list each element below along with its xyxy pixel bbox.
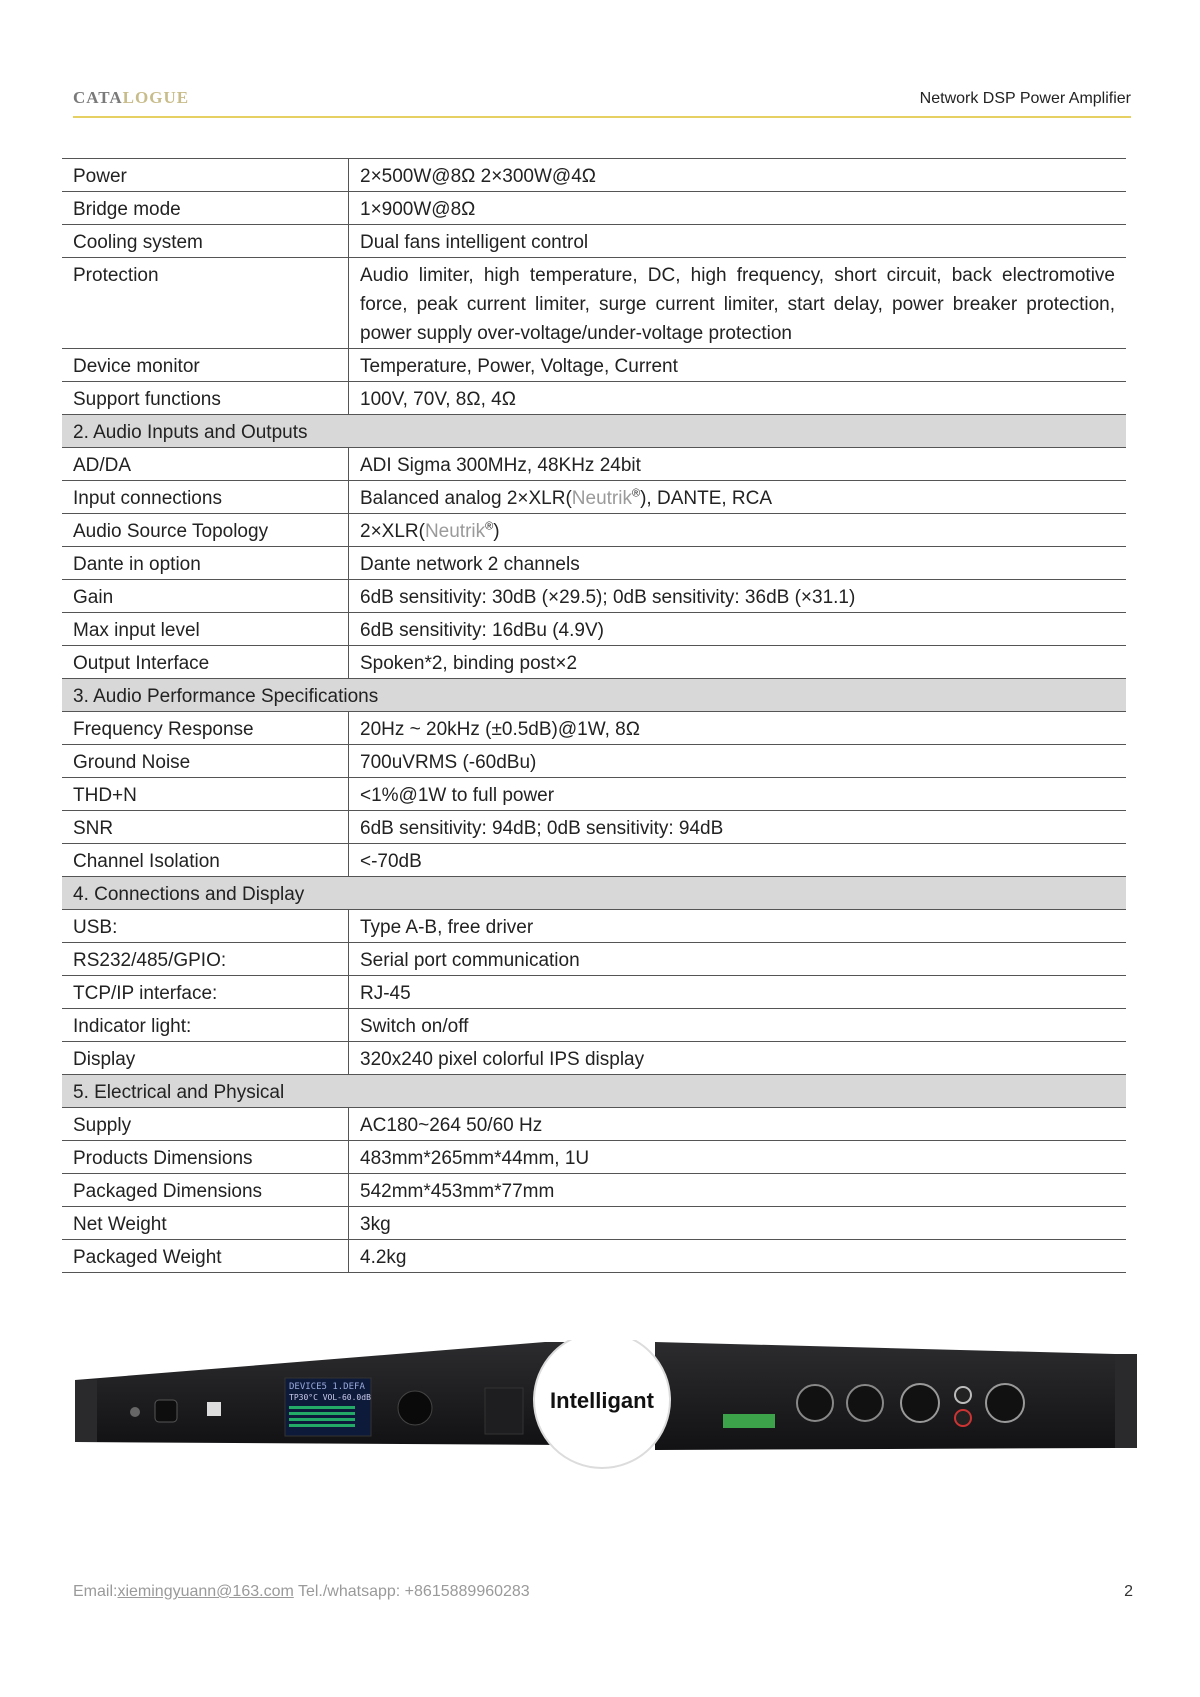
spec-value: Balanced analog 2×XLR(Neutrik®), DANTE, RCA bbox=[349, 481, 1127, 514]
spec-value: 3kg bbox=[349, 1207, 1127, 1240]
spec-value: Dual fans intelligent control bbox=[349, 225, 1127, 258]
spec-key: Support functions bbox=[62, 382, 349, 415]
badge-text: Intelligant bbox=[550, 1388, 654, 1413]
spec-row bbox=[62, 481, 1126, 514]
power-icon bbox=[130, 1407, 140, 1417]
lcd-line2: TP30°C VOL-60.0dB bbox=[289, 1393, 371, 1402]
spec-key: Protection bbox=[62, 258, 349, 349]
spec-row bbox=[62, 580, 1126, 613]
spec-row bbox=[62, 778, 1126, 811]
spec-value: 320x240 pixel colorful IPS display bbox=[349, 1042, 1127, 1075]
spec-key: Products Dimensions bbox=[62, 1141, 349, 1174]
meter-bar bbox=[289, 1424, 355, 1427]
meter-bar bbox=[289, 1406, 355, 1409]
page-header bbox=[73, 88, 1131, 118]
spec-row bbox=[62, 1141, 1126, 1174]
spec-value: 4.2kg bbox=[349, 1240, 1127, 1273]
spec-key: Output Interface bbox=[62, 646, 349, 679]
email-link[interactable]: xiemingyuann@163.com bbox=[117, 1583, 294, 1600]
section-title: 2. Audio Inputs and Outputs bbox=[62, 415, 1126, 448]
spec-row bbox=[62, 712, 1126, 745]
spec-row bbox=[62, 547, 1126, 580]
rca-red bbox=[955, 1410, 971, 1426]
spec-value: Temperature, Power, Voltage, Current bbox=[349, 349, 1127, 382]
spec-table bbox=[62, 158, 1126, 1273]
spec-row bbox=[62, 258, 1126, 349]
section-header-row bbox=[62, 679, 1126, 712]
spec-key: Frequency Response bbox=[62, 712, 349, 745]
spec-key: Ground Noise bbox=[62, 745, 349, 778]
spec-row bbox=[62, 448, 1126, 481]
rear-panel bbox=[655, 1342, 1115, 1450]
spec-value: RJ-45 bbox=[349, 976, 1127, 1009]
spec-value: 6dB sensitivity: 30dB (×29.5); 0dB sensitivity: 36dB (×31.1) bbox=[349, 580, 1127, 613]
rca-white bbox=[955, 1387, 971, 1403]
xlr-out-1 bbox=[847, 1385, 883, 1421]
spec-key: Dante in option bbox=[62, 547, 349, 580]
section-header-row bbox=[62, 1075, 1126, 1108]
section-title: 3. Audio Performance Specifications bbox=[62, 679, 1126, 712]
lcd-line1: DEVICE5 1.DEFA bbox=[289, 1382, 365, 1392]
spec-value: ADI Sigma 300MHz, 48KHz 24bit bbox=[349, 448, 1127, 481]
meter-bar bbox=[289, 1418, 355, 1421]
spec-value: 2×500W@8Ω 2×300W@4Ω bbox=[349, 159, 1127, 192]
spec-value: Dante network 2 channels bbox=[349, 547, 1127, 580]
section-header-row bbox=[62, 415, 1126, 448]
spec-row bbox=[62, 382, 1126, 415]
spec-row bbox=[62, 192, 1126, 225]
spec-key: RS232/485/GPIO: bbox=[62, 943, 349, 976]
section-title: 5. Electrical and Physical bbox=[62, 1075, 1126, 1108]
spec-value: Spoken*2, binding post×2 bbox=[349, 646, 1127, 679]
spec-row bbox=[62, 1240, 1126, 1273]
spec-key: Supply bbox=[62, 1108, 349, 1141]
spec-row bbox=[62, 811, 1126, 844]
spec-value: <1%@1W to full power bbox=[349, 778, 1127, 811]
spec-value: <-70dB bbox=[349, 844, 1127, 877]
spec-key: Device monitor bbox=[62, 349, 349, 382]
spec-row bbox=[62, 1174, 1126, 1207]
document-title: Network DSP Power Amplifier bbox=[919, 90, 1131, 107]
spec-value: 1×900W@8Ω bbox=[349, 192, 1127, 225]
page-number: 2 bbox=[1124, 1583, 1133, 1600]
rack-ear-left bbox=[75, 1380, 97, 1442]
xlr-in-1 bbox=[986, 1384, 1024, 1422]
rack-ear-right bbox=[1115, 1354, 1137, 1448]
spec-value: 2×XLR(Neutrik®) bbox=[349, 514, 1127, 547]
spec-key: Cooling system bbox=[62, 225, 349, 258]
spec-row bbox=[62, 1009, 1126, 1042]
phoenix-terminal bbox=[723, 1414, 775, 1428]
meter-bar bbox=[289, 1412, 355, 1415]
spec-key: Display bbox=[62, 1042, 349, 1075]
spec-key: Channel Isolation bbox=[62, 844, 349, 877]
spec-value: AC180~264 50/60 Hz bbox=[349, 1108, 1127, 1141]
spec-value: 700uVRMS (-60dBu) bbox=[349, 745, 1127, 778]
spec-row bbox=[62, 943, 1126, 976]
spec-value: 6dB sensitivity: 16dBu (4.9V) bbox=[349, 613, 1127, 646]
spec-key: Power bbox=[62, 159, 349, 192]
spec-value: 20Hz ~ 20kHz (±0.5dB)@1W, 8Ω bbox=[349, 712, 1127, 745]
spec-value: 542mm*453mm*77mm bbox=[349, 1174, 1127, 1207]
spec-row bbox=[62, 225, 1126, 258]
spec-row bbox=[62, 976, 1126, 1009]
spec-key: Input connections bbox=[62, 481, 349, 514]
spec-key: Indicator light: bbox=[62, 1009, 349, 1042]
xlr-out-2 bbox=[797, 1385, 833, 1421]
usb-port-icon bbox=[207, 1402, 221, 1416]
spec-value: Type A-B, free driver bbox=[349, 910, 1127, 943]
select-knob bbox=[398, 1391, 432, 1425]
spec-key: Max input level bbox=[62, 613, 349, 646]
spec-row bbox=[62, 844, 1126, 877]
spec-key: SNR bbox=[62, 811, 349, 844]
footer-contact: Email:xiemingyuann@163.com Tel./whatsapp: +8615889960283 bbox=[73, 1583, 530, 1600]
spec-value: Serial port communication bbox=[349, 943, 1127, 976]
catalogue-brand: CATALOGUE bbox=[73, 88, 190, 107]
spec-row bbox=[62, 514, 1126, 547]
spec-row bbox=[62, 646, 1126, 679]
spec-value: 483mm*265mm*44mm, 1U bbox=[349, 1141, 1127, 1174]
spec-value: Switch on/off bbox=[349, 1009, 1127, 1042]
xlr-in-2 bbox=[901, 1384, 939, 1422]
spec-key: Packaged Dimensions bbox=[62, 1174, 349, 1207]
spec-key: Packaged Weight bbox=[62, 1240, 349, 1273]
spec-row bbox=[62, 349, 1126, 382]
spec-value: Audio limiter, high temperature, DC, high frequency, short circuit, back electromotive force, peak current limiter, surge current limiter, start delay, power breaker protection, power supply over-voltage/under-voltage protection bbox=[349, 258, 1127, 349]
spec-row bbox=[62, 1108, 1126, 1141]
spec-row bbox=[62, 1042, 1126, 1075]
spec-row bbox=[62, 910, 1126, 943]
spec-key: Gain bbox=[62, 580, 349, 613]
amplifier-illustration bbox=[75, 1340, 1145, 1480]
spec-row bbox=[62, 613, 1126, 646]
spec-key: THD+N bbox=[62, 778, 349, 811]
spec-value: 100V, 70V, 8Ω, 4Ω bbox=[349, 382, 1127, 415]
spec-key: Bridge mode bbox=[62, 192, 349, 225]
spec-key: USB: bbox=[62, 910, 349, 943]
spec-key: Audio Source Topology bbox=[62, 514, 349, 547]
spec-row bbox=[62, 1207, 1126, 1240]
spec-row bbox=[62, 745, 1126, 778]
spec-value: 6dB sensitivity: 94dB; 0dB sensitivity: 94dB bbox=[349, 811, 1127, 844]
section-header-row bbox=[62, 877, 1126, 910]
spec-key: TCP/IP interface: bbox=[62, 976, 349, 1009]
section-title: 4. Connections and Display bbox=[62, 877, 1126, 910]
spec-row bbox=[62, 159, 1126, 192]
power-button bbox=[155, 1400, 177, 1422]
product-photo bbox=[75, 1340, 1145, 1480]
spec-key: Net Weight bbox=[62, 1207, 349, 1240]
fan-grille bbox=[485, 1388, 523, 1434]
spec-key: AD/DA bbox=[62, 448, 349, 481]
